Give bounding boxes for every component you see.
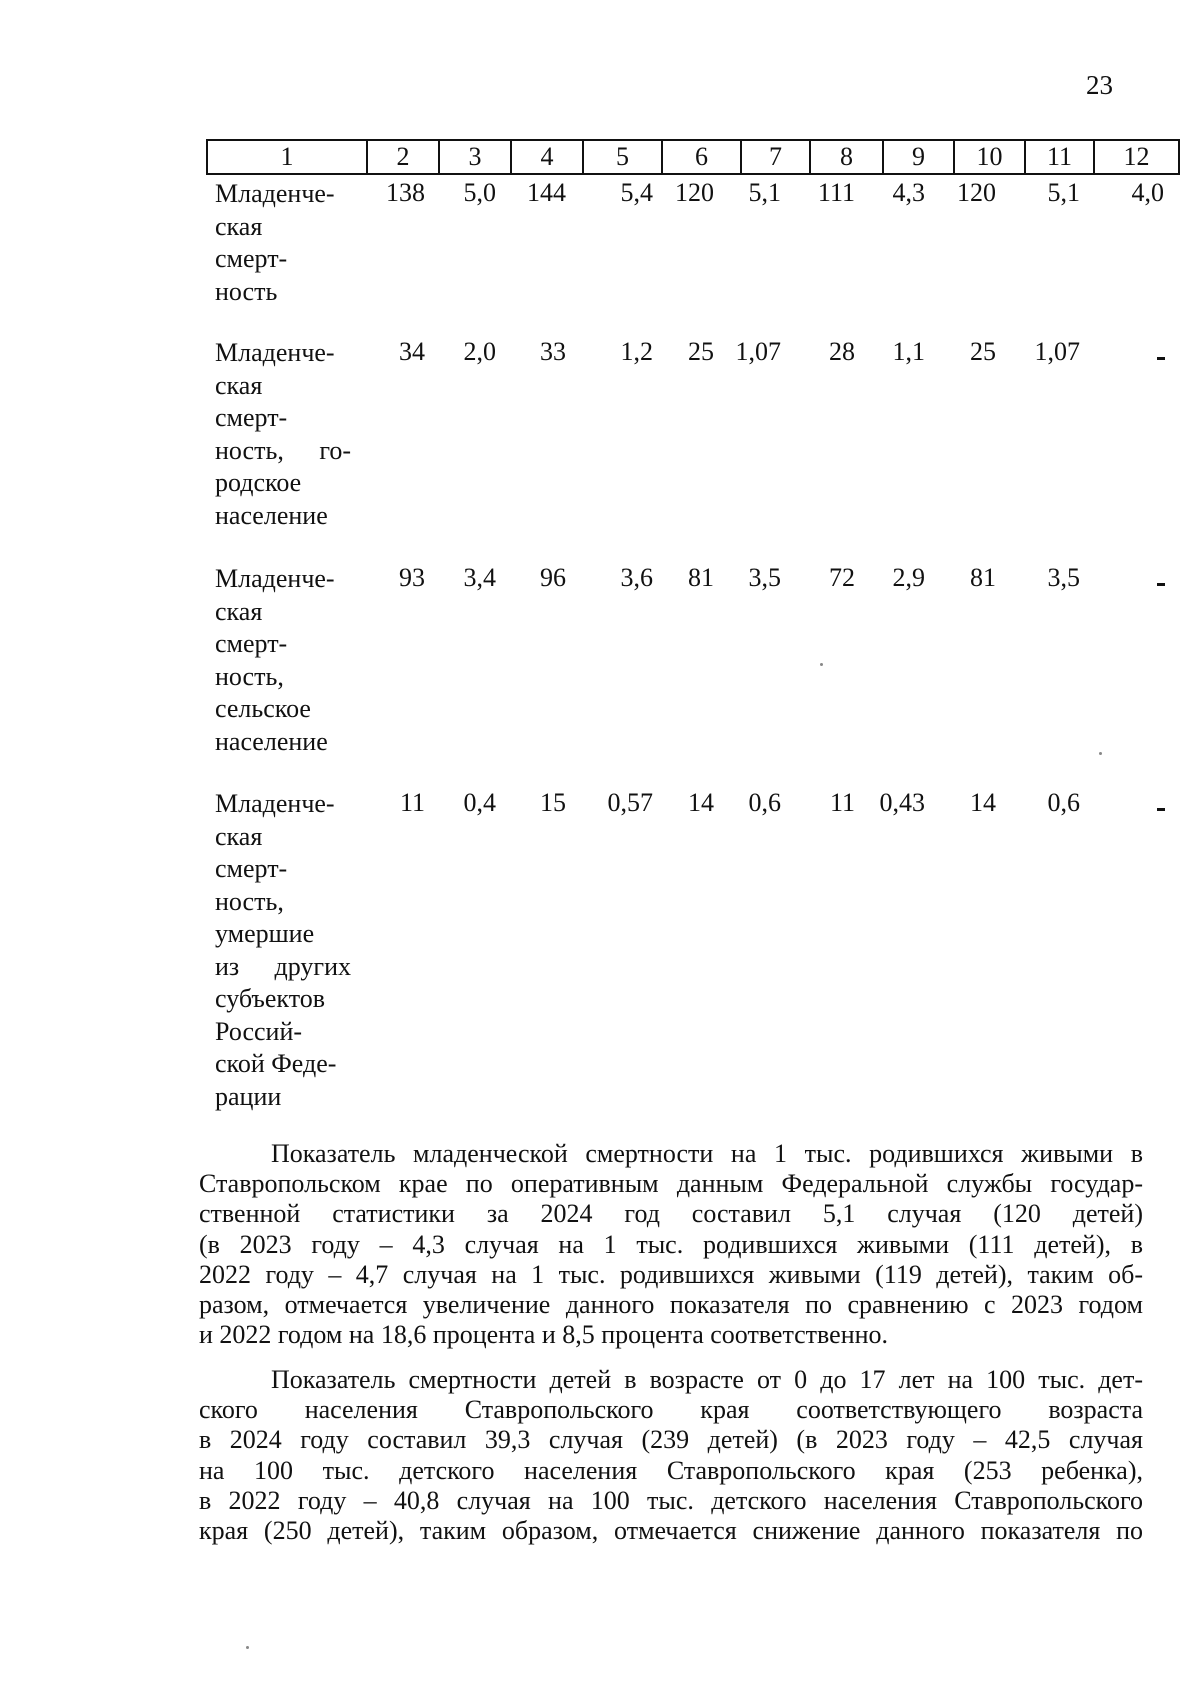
table-header-cell: 11 (1024, 141, 1093, 173)
row-label-line: родское (215, 468, 302, 497)
table-header-cell: 8 (809, 141, 882, 173)
table-cell: 1,2 (620, 337, 653, 366)
row-label-line: Младенче- (215, 338, 335, 367)
table-cell: 0,6 (748, 788, 781, 817)
table-header-row (206, 139, 1180, 175)
scan-speck (246, 1646, 249, 1649)
table-cell: 5,0 (463, 178, 496, 207)
table-cell: 0,4 (463, 788, 496, 817)
table-cell: 33 (540, 337, 566, 366)
row-label-line: ность (215, 276, 278, 306)
table-cell: 0,43 (879, 788, 925, 817)
table-cell: 25 (970, 337, 996, 366)
table-cell: 5,1 (748, 178, 781, 207)
row-label-line: Младенче- (215, 789, 335, 818)
table-cell: 111 (817, 178, 855, 207)
table-cell: 96 (540, 563, 566, 592)
table-cell: 138 (386, 178, 425, 207)
paragraph-line: на 100 тыс. детского населения Ставропольского края (253 ребенка), (199, 1455, 1143, 1485)
table-cell: 120 (957, 178, 996, 207)
table-cell: 0,6 (1047, 788, 1080, 817)
scan-speck (1099, 752, 1102, 755)
row-label-line: из других (215, 951, 351, 981)
row-label-line: сельское (215, 694, 311, 723)
paragraph-line: (в 2023 году – 4,3 случая на 1 тыс. родившихся живыми (111 детей), в (199, 1229, 1143, 1259)
paragraph-line: и 2022 годом на 18,6 процента и 8,5 процента соответственно. (199, 1320, 889, 1350)
paragraph (199, 1139, 1143, 1350)
row-label-line: субъектов (215, 984, 326, 1013)
paragraph-line: разом, отмечается увеличение данного показателя по сравнению с 2023 годом (199, 1289, 1143, 1319)
table-cell: 81 (970, 563, 996, 592)
paragraph-line: в 2024 году составил 39,3 случая (239 детей) (в 2023 году – 42,5 случая (199, 1425, 1143, 1455)
row-label-line: население (215, 726, 328, 756)
table-header-cell: 9 (882, 141, 953, 173)
table-cell: 2,0 (463, 337, 496, 366)
table-cell: 15 (540, 788, 566, 817)
table-header-cell: 5 (582, 141, 661, 173)
table-cell: 3,5 (748, 563, 781, 592)
row-label-line: ность, (215, 886, 284, 916)
table-cell: 28 (829, 337, 855, 366)
table-cell: 81 (688, 563, 714, 592)
table-cell: 11 (829, 788, 855, 817)
row-label-line: ность, (215, 661, 284, 691)
row-label (215, 788, 365, 1113)
table-header-cell: 12 (1093, 141, 1178, 173)
table-header-cell: 1 (280, 142, 294, 171)
row-label-line: смерт- (215, 629, 288, 658)
table-cell: 72 (829, 563, 855, 592)
paragraph-line: ственной статистики за 2024 год составил 5,1 случая (120 детей) (199, 1199, 1143, 1229)
row-label-line: ская (215, 370, 263, 400)
paragraph-line: Показатель младенческой смертности на 1 тыс. родившихся живыми в (271, 1139, 1143, 1168)
row-label-line: ской Феде- (215, 1049, 337, 1078)
table-cell: 120 (675, 178, 714, 207)
row-label (215, 563, 365, 758)
row-label-line: рации (215, 1081, 282, 1111)
dash-mark (1157, 583, 1165, 586)
paragraph-line: Ставропольском крае по оперативным данным Федеральной службы государ- (199, 1169, 1143, 1199)
paragraph-line: Показатель смертности детей в возрасте от 0 до 17 лет на 100 тыс. дет- (271, 1365, 1143, 1394)
table-cell: 93 (399, 563, 425, 592)
table-cell: 4,3 (892, 178, 925, 207)
row-label-line: смерт- (215, 854, 288, 883)
row-label-line: ская (215, 211, 263, 241)
table-header-cell: 10 (953, 141, 1024, 173)
dash-mark (1157, 357, 1165, 360)
table-cell: 1,07 (1034, 337, 1080, 366)
row-label-line: Младенче- (215, 564, 335, 593)
table-cell: 3,5 (1047, 563, 1080, 592)
table-header-cell: 2 (366, 141, 438, 173)
row-label-line: ская (215, 596, 263, 626)
table-cell: 0,57 (607, 788, 653, 817)
table-cell: 1,07 (735, 337, 781, 366)
row-label-line: смерт- (215, 244, 288, 273)
table-cell: 14 (688, 788, 714, 817)
row-label-line: Младенче- (215, 179, 335, 208)
row-label (215, 178, 365, 308)
row-label (215, 337, 365, 532)
table-cell: 5,1 (1047, 178, 1080, 207)
table-cell: 34 (399, 337, 425, 366)
table-header-cell: 4 (510, 141, 582, 173)
table-cell: 2,9 (892, 563, 925, 592)
row-label-line: Россий- (215, 1016, 303, 1046)
paragraph-line: края (250 детей), таким образом, отмечается снижение данного показателя по (199, 1515, 1143, 1545)
row-label-line: ность, го- (215, 435, 351, 465)
row-label-line: умершие (215, 919, 315, 948)
table-cell: 4,0 (1131, 178, 1164, 207)
table-header-cell: 6 (661, 141, 740, 173)
row-label-line: ская (215, 821, 263, 851)
table-header-cell: 7 (740, 141, 809, 173)
paragraph-line: 2022 году – 4,7 случая на 1 тыс. родившихся живыми (119 детей), таким об- (199, 1259, 1143, 1289)
row-label-line: смерт- (215, 403, 288, 432)
table-cell: 5,4 (620, 178, 653, 207)
table-cell: 14 (970, 788, 996, 817)
table-cell: 1,1 (892, 337, 925, 366)
table-cell: 11 (399, 788, 425, 817)
dash-mark (1157, 808, 1165, 811)
paragraph-line: в 2022 году – 40,8 случая на 100 тыс. детского населения Ставропольского (199, 1485, 1143, 1515)
paragraph-line: ского населения Ставропольского края соответствующего возраста (199, 1395, 1143, 1425)
table-header-cell: 3 (438, 141, 510, 173)
table-cell: 3,6 (620, 563, 653, 592)
scan-speck (820, 663, 823, 666)
paragraph (199, 1365, 1143, 1546)
table-cell: 25 (688, 337, 714, 366)
row-label-line: население (215, 500, 328, 530)
table-cell: 144 (527, 178, 566, 207)
page-number: 23 (1086, 70, 1113, 100)
table-cell: 3,4 (463, 563, 496, 592)
